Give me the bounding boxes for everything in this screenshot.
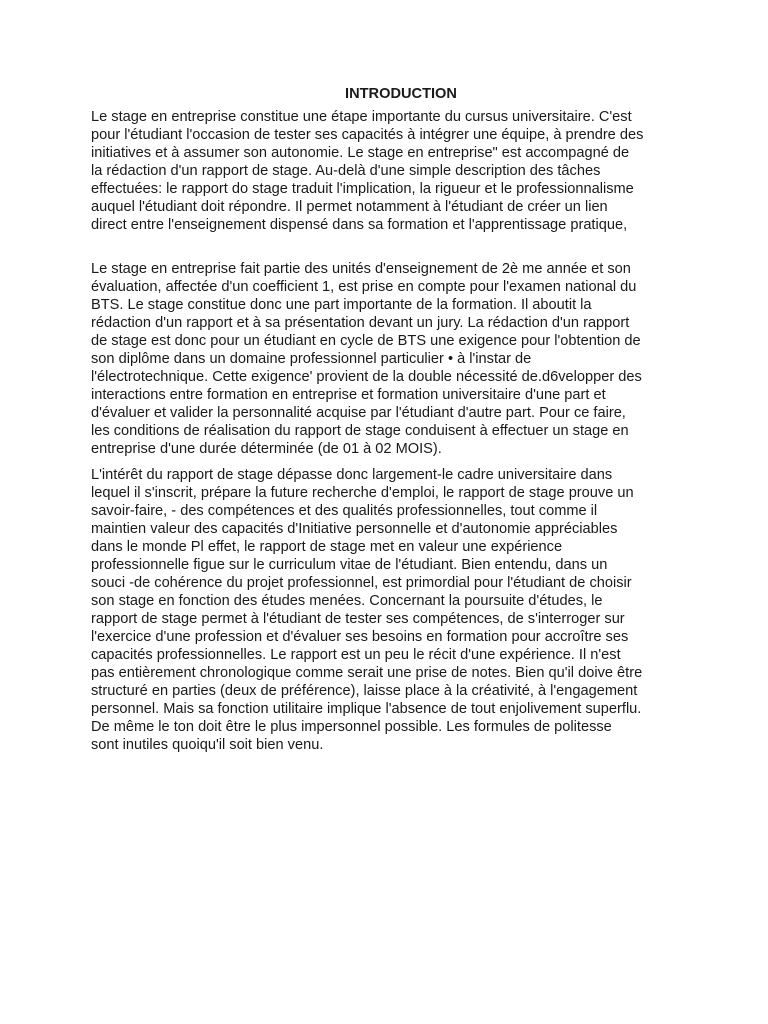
text-line: pas entièrement chronologique comme serait une prise de notes. Bien qu'il doive être — [91, 665, 643, 681]
text-line: l'électrotechnique. Cette exigence' provient de la double nécessité de.d6velopper des — [91, 369, 642, 385]
text-line: structuré en parties (deux de préférence), laisse place à la créativité, à l'engagement — [91, 683, 638, 699]
text-line: souci -de cohérence du projet professionnel, est primordial pour l'étudiant de choisir — [91, 575, 632, 591]
text-line: L'intérêt du rapport de stage dépasse donc largement-le cadre universitaire dans — [91, 467, 613, 483]
text-line: son diplôme dans un domaine professionnel particulier • à l'instar de — [91, 351, 532, 367]
text-line: lequel il s'inscrit, prépare la future recherche d'emploi, le rapport de stage prouve un — [91, 485, 634, 501]
text-line: sont inutiles quoiqu'il soit bien venu. — [91, 737, 324, 753]
text-line: d'évaluer et valider la personnalité acquise par l'étudiant d'autre part. Pour ce faire, — [91, 405, 626, 421]
text-line: direct entre l'enseignement dispensé dans sa formation et l'apprentissage pratique, — [91, 217, 628, 233]
text-line: initiatives et à assumer son autonomie. Le stage en entreprise" est accompagné de — [91, 145, 630, 161]
text-line: Le stage en entreprise fait partie des unités d'enseignement de 2è me année et son — [91, 261, 631, 277]
text-line: les conditions de réalisation du rapport de stage conduisent à effectuer un stage en — [91, 423, 629, 439]
text-line: interactions entre formation en entreprise et formation universitaire d'une part et — [91, 387, 606, 403]
text-line: de stage est donc pour un étudiant en cycle de BTS une exigence pour l'obtention de — [91, 333, 641, 349]
text-line: entreprise d'une durée déterminée (de 01 à 02 MOIS). — [91, 441, 442, 457]
text-line: effectuées: le rapport do stage traduit l'implication, la rigueur et le professionnalisme — [91, 181, 634, 197]
text-line: rapport de stage permet à l'étudiant de tester ses compétences, de s'interroger sur — [91, 611, 625, 627]
paragraph-spacer — [91, 234, 711, 260]
text-line: dans le monde Pl effet, le rapport de stage met en valeur une expérience — [91, 539, 563, 555]
text-line: BTS. Le stage constitue donc une part importante de la formation. Il aboutit la — [91, 297, 592, 313]
text-line: évaluation, affectée d'un coefficient 1, est prise en compte pour l'examen national du — [91, 279, 637, 295]
paragraph-spacer — [91, 458, 711, 466]
text-line: savoir-faire, - des compétences et des qualités professionnelles, tout comme il — [91, 503, 598, 519]
text-line: professionnelle figue sur le curriculum vitae de l'étudiant. Bien entendu, dans un — [91, 557, 608, 573]
text-line: Le stage en entreprise constitue une étape importante du cursus universitaire. C'est — [91, 109, 632, 125]
document-body — [91, 84, 711, 754]
paragraph-3 — [91, 466, 711, 754]
paragraph-2 — [91, 260, 711, 458]
text-line: rédaction d'un rapport et à sa présentation devant un jury. La rédaction d'un rapport — [91, 315, 630, 331]
paragraph-1 — [91, 108, 711, 234]
text-line: l'exercice d'une profession et d'évaluer ses besoins en formation pour accroître ses — [91, 629, 629, 645]
text-line: De même le ton doit être le plus impersonnel possible. Les formules de politesse — [91, 719, 612, 735]
text-line: maintien valeur des capacités d'Initiative personnelle et d'autonomie appréciables — [91, 521, 618, 537]
page-title: INTRODUCTION — [345, 86, 457, 102]
text-line: son stage en fonction des études menées. Concernant la poursuite d'études, le — [91, 593, 603, 609]
text-line: auquel l'étudiant doit répondre. Il permet notamment à l'étudiant de créer un lien — [91, 199, 608, 215]
text-line: pour l'étudiant l'occasion de tester ses capacités à intégrer une équipe, à prendre des — [91, 127, 644, 143]
text-line: la rédaction d'un rapport de stage. Au-delà d'une simple description des tâches — [91, 163, 601, 179]
text-line: capacités professionnelles. Le rapport est un peu le récit d'une expérience. Il n'est — [91, 647, 621, 663]
text-line: personnel. Mais sa fonction utilitaire implique l'absence de tout enjolivement superflu. — [91, 701, 642, 717]
